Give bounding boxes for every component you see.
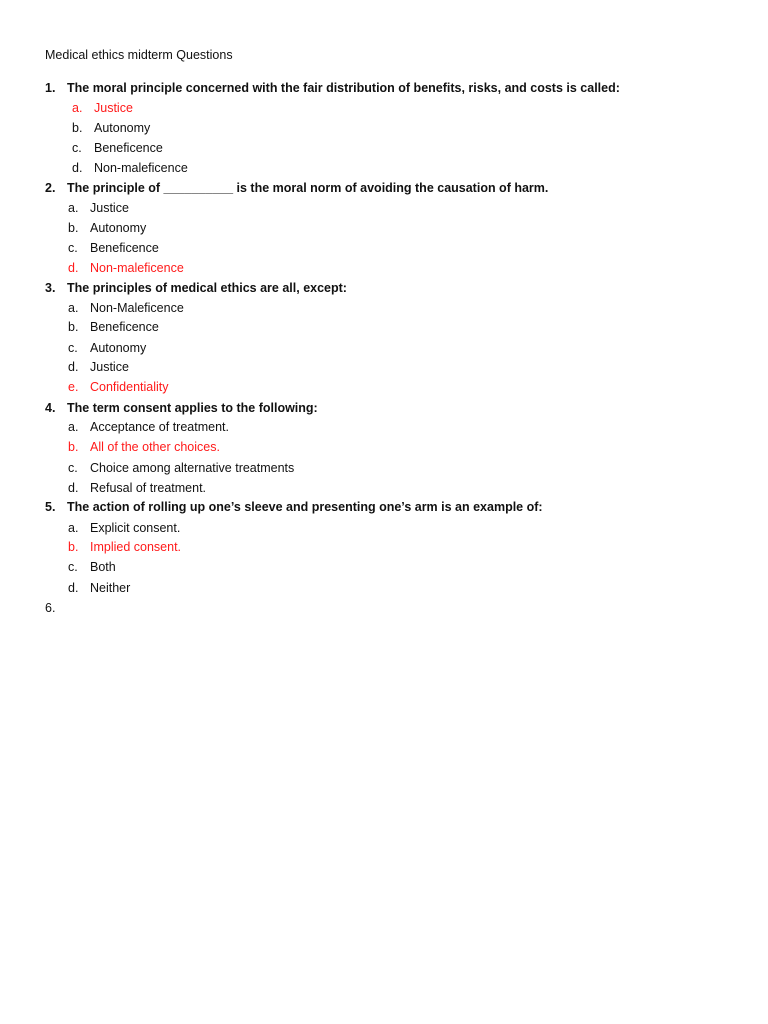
- option-text: Beneficence: [90, 241, 159, 255]
- answer-option: [68, 219, 146, 237]
- question-number: 6.: [45, 601, 56, 615]
- answer-option: [68, 438, 220, 456]
- option-letter: d.: [68, 581, 79, 595]
- option-text: Confidentiality: [90, 380, 169, 394]
- option-letter: a.: [72, 101, 83, 115]
- answer-option: [68, 378, 169, 396]
- option-letter: b.: [68, 540, 79, 554]
- question-text: The action of rolling up one’s sleeve and presenting one’s arm is an example of:: [67, 500, 543, 514]
- question-5: [45, 498, 543, 516]
- option-letter: b.: [72, 121, 83, 135]
- answer-option: [68, 558, 116, 576]
- answer-option: [72, 159, 188, 177]
- question-6: [45, 599, 67, 617]
- option-letter: a.: [68, 420, 79, 434]
- answer-option: [68, 538, 181, 556]
- option-text: Beneficence: [94, 141, 163, 155]
- option-text: Justice: [90, 360, 129, 374]
- option-text: Autonomy: [94, 121, 151, 135]
- answer-option: [68, 318, 159, 336]
- answer-option: [68, 259, 184, 277]
- option-text: Non-Maleficence: [90, 301, 184, 315]
- option-text: All of the other choices.: [90, 440, 220, 454]
- question-4: [45, 399, 318, 417]
- question-number: 2.: [45, 181, 56, 195]
- option-text: Justice: [90, 201, 129, 215]
- question-number: 4.: [45, 401, 56, 415]
- option-text: Neither: [90, 581, 131, 595]
- answer-option: [72, 99, 133, 117]
- option-letter: b.: [68, 221, 79, 235]
- option-letter: b.: [68, 440, 79, 454]
- option-letter: e.: [68, 380, 79, 394]
- option-text: Non-maleficence: [94, 161, 188, 175]
- question-number: 3.: [45, 281, 56, 295]
- question-text: The principles of medical ethics are all, except:: [67, 281, 347, 295]
- option-letter: d.: [68, 481, 79, 495]
- option-letter: c.: [68, 341, 78, 355]
- answer-option: [68, 418, 229, 436]
- option-text: Beneficence: [90, 320, 159, 334]
- option-letter: c.: [72, 141, 82, 155]
- question-text: The moral principle concerned with the fair distribution of benefits, risks, and costs is called:: [67, 81, 620, 95]
- question-number: 5.: [45, 500, 56, 514]
- option-letter: a.: [68, 201, 79, 215]
- option-text: Non-maleficence: [90, 261, 184, 275]
- option-text: Justice: [94, 101, 133, 115]
- option-text: Autonomy: [90, 221, 147, 235]
- document-title: Medical ethics midterm Questions: [45, 48, 233, 62]
- answer-option: [68, 199, 129, 217]
- question-2: [45, 179, 548, 197]
- option-text: Refusal of treatment.: [90, 481, 207, 495]
- question-3: [45, 279, 347, 297]
- answer-option: [68, 299, 184, 317]
- question-number: 1.: [45, 81, 56, 95]
- question-1: [45, 79, 620, 97]
- answer-option: [68, 479, 206, 497]
- question-text: The term consent applies to the following:: [67, 401, 318, 415]
- option-text: Implied consent.: [90, 540, 182, 554]
- answer-option: [68, 459, 294, 477]
- answer-option: [68, 358, 129, 376]
- option-text: Explicit consent.: [90, 521, 181, 535]
- answer-option: [68, 519, 180, 537]
- option-letter: d.: [68, 261, 79, 275]
- option-letter: c.: [68, 461, 78, 475]
- answer-option: [68, 339, 146, 357]
- option-letter: c.: [68, 560, 78, 574]
- option-letter: a.: [68, 521, 79, 535]
- option-letter: d.: [72, 161, 83, 175]
- option-text: Both: [90, 560, 116, 574]
- answer-option: [72, 139, 163, 157]
- option-text: Choice among alternative treatments: [90, 461, 295, 475]
- option-letter: a.: [68, 301, 79, 315]
- option-text: Autonomy: [90, 341, 147, 355]
- option-letter: b.: [68, 320, 79, 334]
- option-letter: c.: [68, 241, 78, 255]
- answer-option: [68, 579, 130, 597]
- answer-option: [68, 239, 159, 257]
- question-text: The principle of __________ is the moral norm of avoiding the causation of harm.: [67, 181, 549, 195]
- option-letter: d.: [68, 360, 79, 374]
- answer-option: [72, 119, 150, 137]
- option-text: Acceptance of treatment.: [90, 420, 229, 434]
